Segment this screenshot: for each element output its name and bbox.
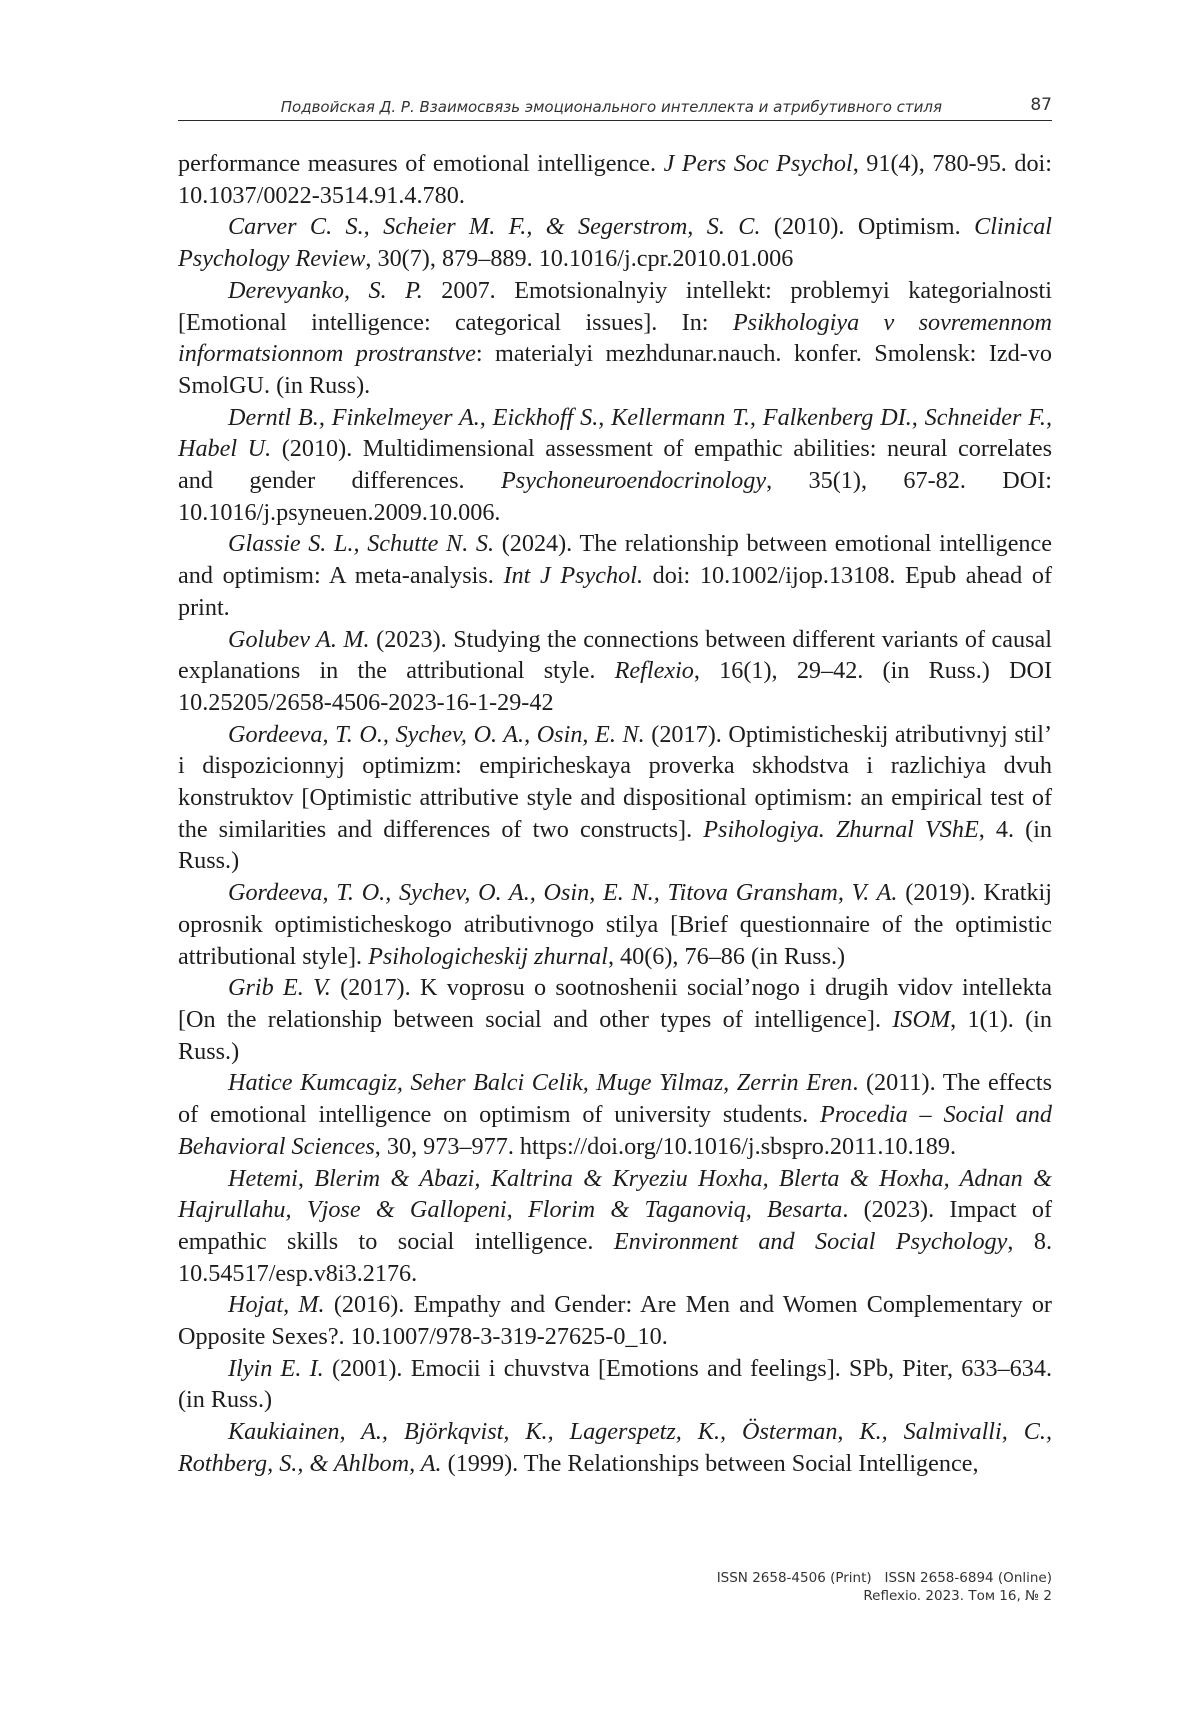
reference-italic-segment: Derevyanko, S. P. (228, 276, 423, 304)
reference-text-segment: (2017). K voprosu o sootnoshenii social’nogo i drugih vidov intellekta [On the relationship between social and other types of intelligence]. (178, 974, 1052, 1033)
references-list (178, 148, 1052, 1480)
reference-italic-segment: Golubev A. M. (228, 625, 370, 653)
reference-entry (178, 528, 1052, 623)
reference-text-segment: performance measures of emotional intelligence. (178, 150, 664, 177)
reference-italic-segment: Ilyin E. I. (228, 1354, 324, 1382)
reference-text-segment: (2016). Empathy and Gender: Are Men and Women Complementary or Opposite Sexes?. 10.1007/978-3-319-27625-0_10. (178, 1291, 1052, 1351)
reference-text-segment: (2023). Studying the connections between different variants of causal explanations in the attributional style. (178, 625, 1052, 685)
reference-entry (178, 1163, 1052, 1290)
reference-italic-segment: Environment and Social Psychology (613, 1227, 1008, 1255)
reference-entry (178, 1353, 1052, 1416)
reference-italic-segment: Reflexio (614, 657, 694, 685)
reference-entry (178, 148, 1052, 211)
reference-italic-segment: Derntl B., Finkelmeyer A., Eickhoff S., Kellermann T., Falkenberg DI., Schneider F., Habel U. (178, 403, 1052, 463)
page-footer (717, 1569, 1052, 1605)
reference-entry (178, 211, 1052, 274)
page-number: 87 (1030, 95, 1052, 115)
reference-italic-segment: Glassie S. L., Schutte N. S. (228, 530, 495, 558)
reference-text-segment: (2024). The relationship between emotional intelligence and optimism: A meta-analysis. (178, 530, 1052, 590)
reference-italic-segment: Procedia – Social and Behavioral Sciences (178, 1101, 1052, 1160)
reference-entry (178, 719, 1052, 878)
reference-text-segment: , 4. (in Russ.) (178, 815, 1053, 875)
running-title: Подвойская Д. Р. Взаимосвязь эмоционального интеллекта и атрибутивного стиля (280, 98, 942, 116)
reference-text-segment: , 30, 973–977. https://doi.org/10.1016/j.sbspro.2011.10.189. (374, 1132, 956, 1160)
footer-issn: ISSN 2658-4506 (Print) ISSN 2658-6894 (Online) (716, 1570, 1052, 1586)
reference-text-segment: , 8. 10.54517/esp.v8i3.2176. (178, 1227, 1052, 1287)
reference-text-segment: , 30(7), 879–889. 10.1016/j.cpr.2010.01.006 (365, 245, 794, 273)
reference-italic-segment: Psychoneuroendocrinology (501, 467, 767, 495)
reference-text-segment: . (2023). Impact of empathic skills to social intelligence. (178, 1196, 1052, 1255)
reference-italic-segment: Gordeeva, T. O., Sychev, O. A., Osin, E. N., Titova Gransham, V. A. (228, 879, 898, 907)
reference-italic-segment: J Pers Soc Psychol (663, 150, 853, 177)
reference-text-segment: : materialyi mezhdunar.nauch. konfer. Smolensk: Izd-vo SmolGU. (in Russ). (178, 340, 1052, 399)
footer-journal-issue: Reflexio. 2023. Том 16, № 2 (863, 1588, 1052, 1604)
reference-text-segment: , 35(1), 67-82. DOI: 10.1016/j.psyneuen.2009.10.006. (178, 467, 1052, 526)
reference-text-segment: (2010). Multidimensional assessment of empathic abilities: neural correlates and gender differences. (178, 435, 1052, 495)
reference-text-segment: , 91(4), 780-95. doi: 10.1037/0022-3514.91.4.780. (178, 150, 1052, 209)
reference-italic-segment: ISOM (892, 1005, 951, 1033)
reference-text-segment: (2017). Optimisticheskij atributivnyj stil’ i dispozicionnyj optimizm: empiricheskaya proverka skhodstva i razlichiya dvuh konstruktov [Optimistic attributive style and dispositional optimism: an empirical test of the similarities and differences of two constructs]. (178, 720, 1052, 843)
reference-text-segment: doi: 10.1002/ijop.13108. Epub ahead of print. (178, 562, 1053, 621)
reference-italic-segment: Hojat, M. (228, 1291, 325, 1319)
reference-italic-segment: Kaukiainen, A., Björkqvist, K., Lagerspetz, K., Österman, K., Salmivalli, C., Rothberg, S., & Ahlbom, A. (178, 1418, 1052, 1477)
reference-italic-segment: Psihologiya. Zhurnal VShE (703, 815, 979, 843)
reference-entry (178, 1067, 1052, 1162)
reference-entry (178, 1416, 1052, 1479)
reference-italic-segment: Grib E. V. (228, 974, 331, 1002)
running-header (178, 94, 1052, 121)
reference-entry (178, 1289, 1052, 1352)
reference-entry (178, 972, 1052, 1067)
reference-italic-segment: Carver C. S., Scheier M. F., & Segerstrom, S. C. (228, 213, 761, 241)
reference-italic-segment: Psikhologiya v sovremennom informatsionnom prostranstve (178, 308, 1053, 368)
reference-text-segment: (2010). Optimism. (760, 213, 975, 241)
reference-entry (178, 402, 1052, 529)
reference-italic-segment: Psihologicheskij zhurnal (368, 942, 608, 970)
reference-text-segment: (2019). Kratkij oprosnik optimisticheskogo atributivnogo stilya [Brief questionnaire of the optimistic attributional style]. (178, 879, 1052, 970)
reference-text-segment: , 40(6), 76–86 (in Russ.) (607, 942, 846, 970)
reference-italic-segment: Gordeeva, T. O., Sychev, O. A., Osin, E. N. (228, 720, 645, 748)
reference-entry (178, 624, 1052, 719)
reference-text-segment: 2007. Emotsionalnyiy intellekt: problemyi kategorialnosti [Emotional intelligence: categorical issues]. In: (178, 276, 1052, 336)
reference-italic-segment: Int J Psychol. (503, 562, 643, 590)
reference-text-segment: (1999). The Relationships between Social Intelligence, (441, 1449, 979, 1477)
reference-italic-segment: Clinical Psychology Review (178, 213, 1053, 273)
reference-text-segment: , 16(1), 29–42. (in Russ.) DOI 10.25205/2658-4506-2023-16-1-29-42 (178, 657, 1053, 716)
reference-italic-segment: Hatice Kumcagiz, Seher Balci Celik, Muge Yilmaz, Zerrin Eren (228, 1069, 853, 1097)
reference-text-segment: (2001). Emocii i chuvstva [Emotions and feelings]. SPb, Piter, 633–634. (in Russ.) (178, 1354, 1053, 1414)
reference-text-segment: , 1(1). (in Russ.) (178, 1005, 1052, 1065)
reference-italic-segment: Hetemi, Blerim & Abazi, Kaltrina & Kryeziu Hoxha, Blerta & Hoxha, Adnan & Hajrullahu, Vjose & Gallopeni, Florim & Taganoviq, Besarta (178, 1164, 1052, 1224)
reference-text-segment: . (2011). The effects of emotional intelligence on optimism of university students. (178, 1069, 1052, 1129)
reference-entry (178, 877, 1052, 972)
reference-entry (178, 275, 1052, 402)
